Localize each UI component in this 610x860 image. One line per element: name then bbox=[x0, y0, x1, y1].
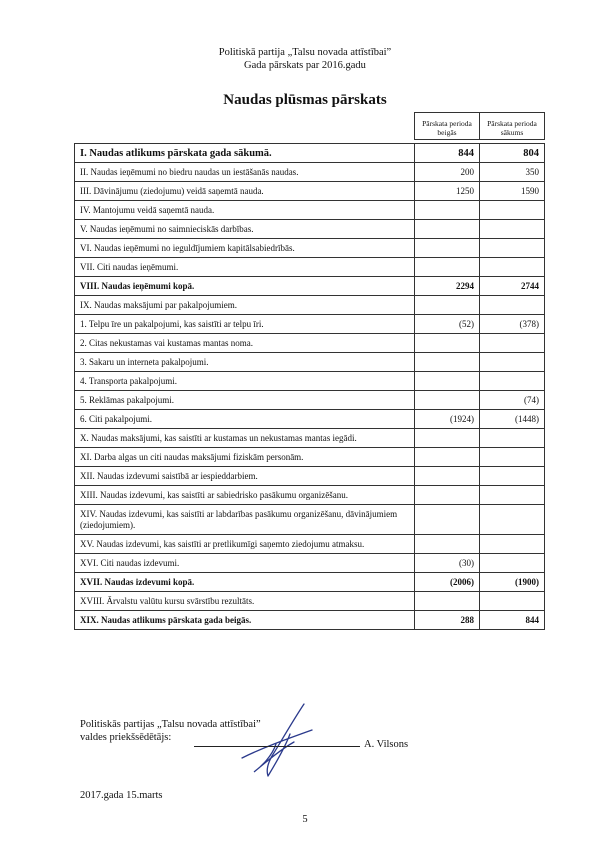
row-value-end bbox=[415, 353, 480, 372]
row-label: XV. Naudas izdevumi, kas saistīti ar pretlikumīgi saņemto ziedojumu atmaksu. bbox=[75, 535, 415, 554]
column-header-start: Pārskata perioda sākums bbox=[480, 113, 545, 140]
table-row bbox=[75, 486, 545, 505]
row-value-start bbox=[480, 220, 545, 239]
table-row bbox=[75, 296, 545, 315]
row-value-start bbox=[480, 535, 545, 554]
row-label: 1. Telpu īre un pakalpojumi, kas saistīti ar telpu īri. bbox=[75, 315, 415, 334]
row-value-end bbox=[415, 391, 480, 410]
row-value-end bbox=[415, 592, 480, 611]
row-value-start: (378) bbox=[480, 315, 545, 334]
row-value-start bbox=[480, 592, 545, 611]
row-value-end bbox=[415, 239, 480, 258]
row-label: 3. Sakaru un interneta pakalpojumi. bbox=[75, 353, 415, 372]
row-value-end bbox=[415, 467, 480, 486]
row-value-start bbox=[480, 486, 545, 505]
row-value-start: 1590 bbox=[480, 182, 545, 201]
row-label: 4. Transporta pakalpojumi. bbox=[75, 372, 415, 391]
table-row bbox=[75, 220, 545, 239]
row-value-start: 844 bbox=[480, 611, 545, 630]
row-value-end bbox=[415, 486, 480, 505]
row-value-end: (2006) bbox=[415, 573, 480, 592]
row-label: XIII. Naudas izdevumi, kas saistīti ar sabiedrisko pasākumu organizēšanu. bbox=[75, 486, 415, 505]
row-value-start bbox=[480, 334, 545, 353]
row-value-start bbox=[480, 505, 545, 535]
row-value-end bbox=[415, 429, 480, 448]
row-value-start bbox=[480, 296, 545, 315]
row-value-end: 200 bbox=[415, 163, 480, 182]
row-label: 2. Citas nekustamas vai kustamas mantas noma. bbox=[75, 334, 415, 353]
row-label: XIX. Naudas atlikums pārskata gada beigās. bbox=[75, 611, 415, 630]
signatory-party: Politiskās partijas „Talsu novada attīstībai” bbox=[80, 719, 261, 730]
row-value-start bbox=[480, 429, 545, 448]
table-row bbox=[75, 554, 545, 573]
cash-flow-table-wrapper bbox=[74, 112, 545, 630]
table-row bbox=[75, 429, 545, 448]
table-row bbox=[75, 239, 545, 258]
row-label: XVIII. Ārvalstu valūtu kursu svārstību rezultāts. bbox=[75, 592, 415, 611]
signatory-role: valdes priekšsēdētājs: bbox=[80, 732, 172, 743]
party-name: Politiskā partija „Talsu novada attīstībai” bbox=[218, 47, 392, 58]
table-row bbox=[75, 391, 545, 410]
table-row bbox=[75, 182, 545, 201]
table-header-row bbox=[75, 113, 545, 140]
table-row bbox=[75, 505, 545, 535]
table-row bbox=[75, 372, 545, 391]
row-label: XVI. Citi naudas izdevumi. bbox=[75, 554, 415, 573]
row-value-end: 844 bbox=[415, 144, 480, 163]
report-subtitle: Gada pārskats par 2016.gadu bbox=[244, 60, 366, 71]
document-date: 2017.gada 15.marts bbox=[80, 790, 163, 801]
row-value-end: (1924) bbox=[415, 410, 480, 429]
row-value-end bbox=[415, 220, 480, 239]
row-value-end bbox=[415, 201, 480, 220]
signature-line bbox=[194, 746, 360, 747]
row-label: VII. Citi naudas ieņēmumi. bbox=[75, 258, 415, 277]
row-label: VIII. Naudas ieņēmumi kopā. bbox=[75, 277, 415, 296]
row-label: 5. Reklāmas pakalpojumi. bbox=[75, 391, 415, 410]
row-value-start bbox=[480, 258, 545, 277]
table-row bbox=[75, 410, 545, 429]
row-value-end bbox=[415, 505, 480, 535]
row-value-end bbox=[415, 372, 480, 391]
row-value-start bbox=[480, 448, 545, 467]
row-label: XI. Darba algas un citi naudas maksājumi fiziskām personām. bbox=[75, 448, 415, 467]
row-value-start bbox=[480, 372, 545, 391]
row-value-start: 350 bbox=[480, 163, 545, 182]
table-row bbox=[75, 573, 545, 592]
row-value-start bbox=[480, 353, 545, 372]
table-row bbox=[75, 201, 545, 220]
handwritten-signature bbox=[232, 700, 322, 780]
table-row bbox=[75, 315, 545, 334]
row-label: VI. Naudas ieņēmumi no ieguldījumiem kapitālsabiedrībās. bbox=[75, 239, 415, 258]
row-value-start bbox=[480, 554, 545, 573]
document-header bbox=[0, 46, 610, 72]
page-number: 5 bbox=[302, 814, 308, 825]
row-value-end bbox=[415, 334, 480, 353]
row-label: V. Naudas ieņēmumi no saimnieciskās darbības. bbox=[75, 220, 415, 239]
table-row bbox=[75, 535, 545, 554]
table-row bbox=[75, 163, 545, 182]
row-label: I. Naudas atlikums pārskata gada sākumā. bbox=[75, 144, 415, 163]
row-label: III. Dāvinājumu (ziedojumu) veidā saņemtā nauda. bbox=[75, 182, 415, 201]
row-value-start bbox=[480, 467, 545, 486]
table-row bbox=[75, 592, 545, 611]
row-value-end: 1250 bbox=[415, 182, 480, 201]
row-label: X. Naudas maksājumi, kas saistīti ar kustamas un nekustamas mantas iegādi. bbox=[75, 429, 415, 448]
row-value-end: 288 bbox=[415, 611, 480, 630]
row-value-end bbox=[415, 258, 480, 277]
row-value-start bbox=[480, 201, 545, 220]
row-value-start bbox=[480, 239, 545, 258]
column-header-end: Pārskata perioda beigās bbox=[415, 113, 480, 140]
table-row bbox=[75, 611, 545, 630]
row-label: XVII. Naudas izdevumi kopā. bbox=[75, 573, 415, 592]
row-value-start: 804 bbox=[480, 144, 545, 163]
table-row bbox=[75, 334, 545, 353]
cash-flow-table bbox=[74, 112, 545, 630]
row-value-start: (74) bbox=[480, 391, 545, 410]
row-label: IX. Naudas maksājumi par pakalpojumiem. bbox=[75, 296, 415, 315]
row-label: 6. Citi pakalpojumi. bbox=[75, 410, 415, 429]
row-value-end: 2294 bbox=[415, 277, 480, 296]
row-value-end bbox=[415, 448, 480, 467]
table-row bbox=[75, 144, 545, 163]
table-row bbox=[75, 353, 545, 372]
row-label: II. Naudas ieņēmumi no biedru naudas un iestāšanās naudas. bbox=[75, 163, 415, 182]
row-label: XIV. Naudas izdevumi, kas saistīti ar labdarības pasākumu organizēšanu, dāvinājumiem (ziedojumiem). bbox=[75, 505, 415, 535]
row-value-end bbox=[415, 296, 480, 315]
row-label: IV. Mantojumu veidā saņemtā nauda. bbox=[75, 201, 415, 220]
table-row bbox=[75, 448, 545, 467]
row-value-end bbox=[415, 535, 480, 554]
signatory-name: A. Vilsons bbox=[364, 739, 409, 750]
row-value-start: (1900) bbox=[480, 573, 545, 592]
row-value-start: 2744 bbox=[480, 277, 545, 296]
row-label: XII. Naudas izdevumi saistībā ar iespieddarbiem. bbox=[75, 467, 415, 486]
table-row bbox=[75, 277, 545, 296]
page-title: Naudas plūsmas pārskats bbox=[223, 92, 387, 108]
row-value-end: (52) bbox=[415, 315, 480, 334]
table-row bbox=[75, 467, 545, 486]
header-blank-cell bbox=[75, 113, 415, 140]
table-row bbox=[75, 258, 545, 277]
row-value-start: (1448) bbox=[480, 410, 545, 429]
row-value-end: (30) bbox=[415, 554, 480, 573]
